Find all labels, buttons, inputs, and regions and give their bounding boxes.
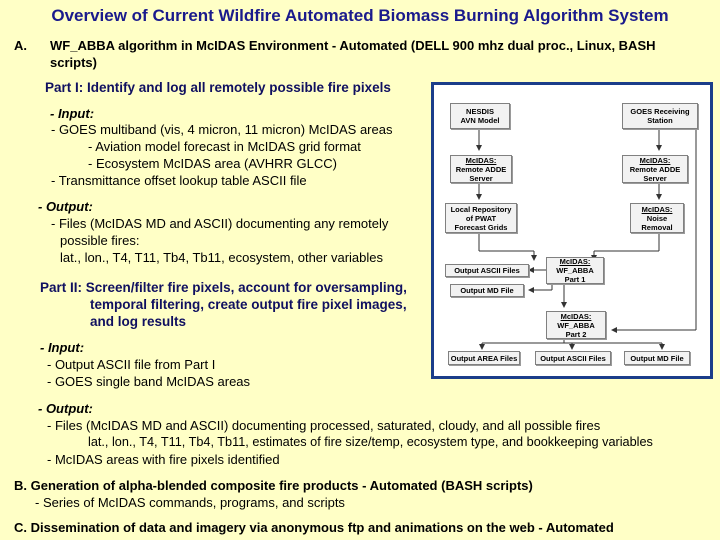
part1-input-line: - Aviation model forecast in McIDAS grid format (88, 139, 361, 154)
local-repository-box: Local Repository of PWAT Forecast Grids (445, 203, 517, 233)
nesdis-avn-box: NESDIS AVN Model (450, 103, 510, 129)
part1-output-line: possible fires: (60, 233, 140, 248)
part2-input-line: - GOES single band McIDAS areas (47, 374, 251, 389)
part1-output-line: - Files (McIDAS MD and ASCII) documenting any remotely (51, 216, 389, 231)
output-md-file-box: Output MD File (450, 284, 524, 297)
part2-header: Part II: Screen/filter fire pixels, account for oversampling, (40, 280, 407, 295)
section-a-marker: A. (14, 38, 27, 53)
part1-output-label: - Output: (38, 199, 93, 214)
section-a-line2: scripts) (50, 55, 97, 70)
page-title: Overview of Current Wildfire Automated Biomass Burning Algorithm System (51, 6, 669, 25)
part1-output-line: lat., lon., T4, T11, Tb4, Tb11, ecosystem, other variables (60, 250, 384, 265)
output-md-file-2-box: Output MD File (624, 351, 690, 365)
part2-output-line: - Files (McIDAS MD and ASCII) documenting processed, saturated, cloudy, and all possible fires (47, 418, 601, 433)
goes-station-box: GOES Receiving Station (622, 103, 698, 129)
section-b-line1: B. Generation of alpha-blended composite fire products - Automated (BASH scripts) (14, 478, 533, 493)
section-b-line2: - Series of McIDAS commands, programs, and scripts (35, 495, 345, 510)
section-a-line1: WF_ABBA algorithm in McIDAS Environment - Automated (DELL 900 mhz dual proc., Linux, BASH (50, 38, 656, 53)
section-c-line1: C. Dissemination of data and imagery via anonymous ftp and animations on the web - Automated (14, 520, 614, 535)
mcidas-adde-right-box: McIDAS: Remote ADDE Server (622, 155, 688, 183)
flow-diagram (431, 82, 713, 379)
part1-header: Part I: Identify and log all remotely possible fire pixels (45, 80, 391, 95)
noise-removal-box: McIDAS: Noise Removal (630, 203, 684, 233)
part2-header: and log results (90, 314, 187, 329)
part1-input-line: - Ecosystem McIDAS area (AVHRR GLCC) (88, 156, 337, 171)
wf-abba-part2-box: McIDAS: WF_ABBA Part 2 (546, 311, 606, 339)
part2-output-label: - Output: (38, 401, 93, 416)
output-area-files-box: Output AREA Files (448, 351, 520, 365)
part2-output-line: lat., lon., T4, T11, Tb4, Tb11, estimates of fire size/temp, ecosystem type, and bookkeeping variables (88, 435, 653, 449)
output-ascii-files-box: Output ASCII Files (445, 264, 529, 277)
part2-input-label: - Input: (40, 340, 85, 355)
mcidas-adde-left-box: McIDAS: Remote ADDE Server (450, 155, 512, 183)
output-ascii-files-2-box: Output ASCII Files (535, 351, 611, 365)
part2-output-line: - McIDAS areas with fire pixels identified (47, 452, 280, 467)
part2-input-line: - Output ASCII file from Part I (47, 357, 216, 372)
part1-input-line: - GOES multiband (vis, 4 micron, 11 micron) McIDAS areas (51, 122, 393, 137)
part1-input-line: - Transmittance offset lookup table ASCII file (51, 173, 307, 188)
part1-input-label: - Input: (50, 106, 95, 121)
wf-abba-part1-box: McIDAS: WF_ABBA Part 1 (546, 257, 604, 284)
part2-header: temporal filtering, create output fire pixel images, (90, 297, 407, 312)
